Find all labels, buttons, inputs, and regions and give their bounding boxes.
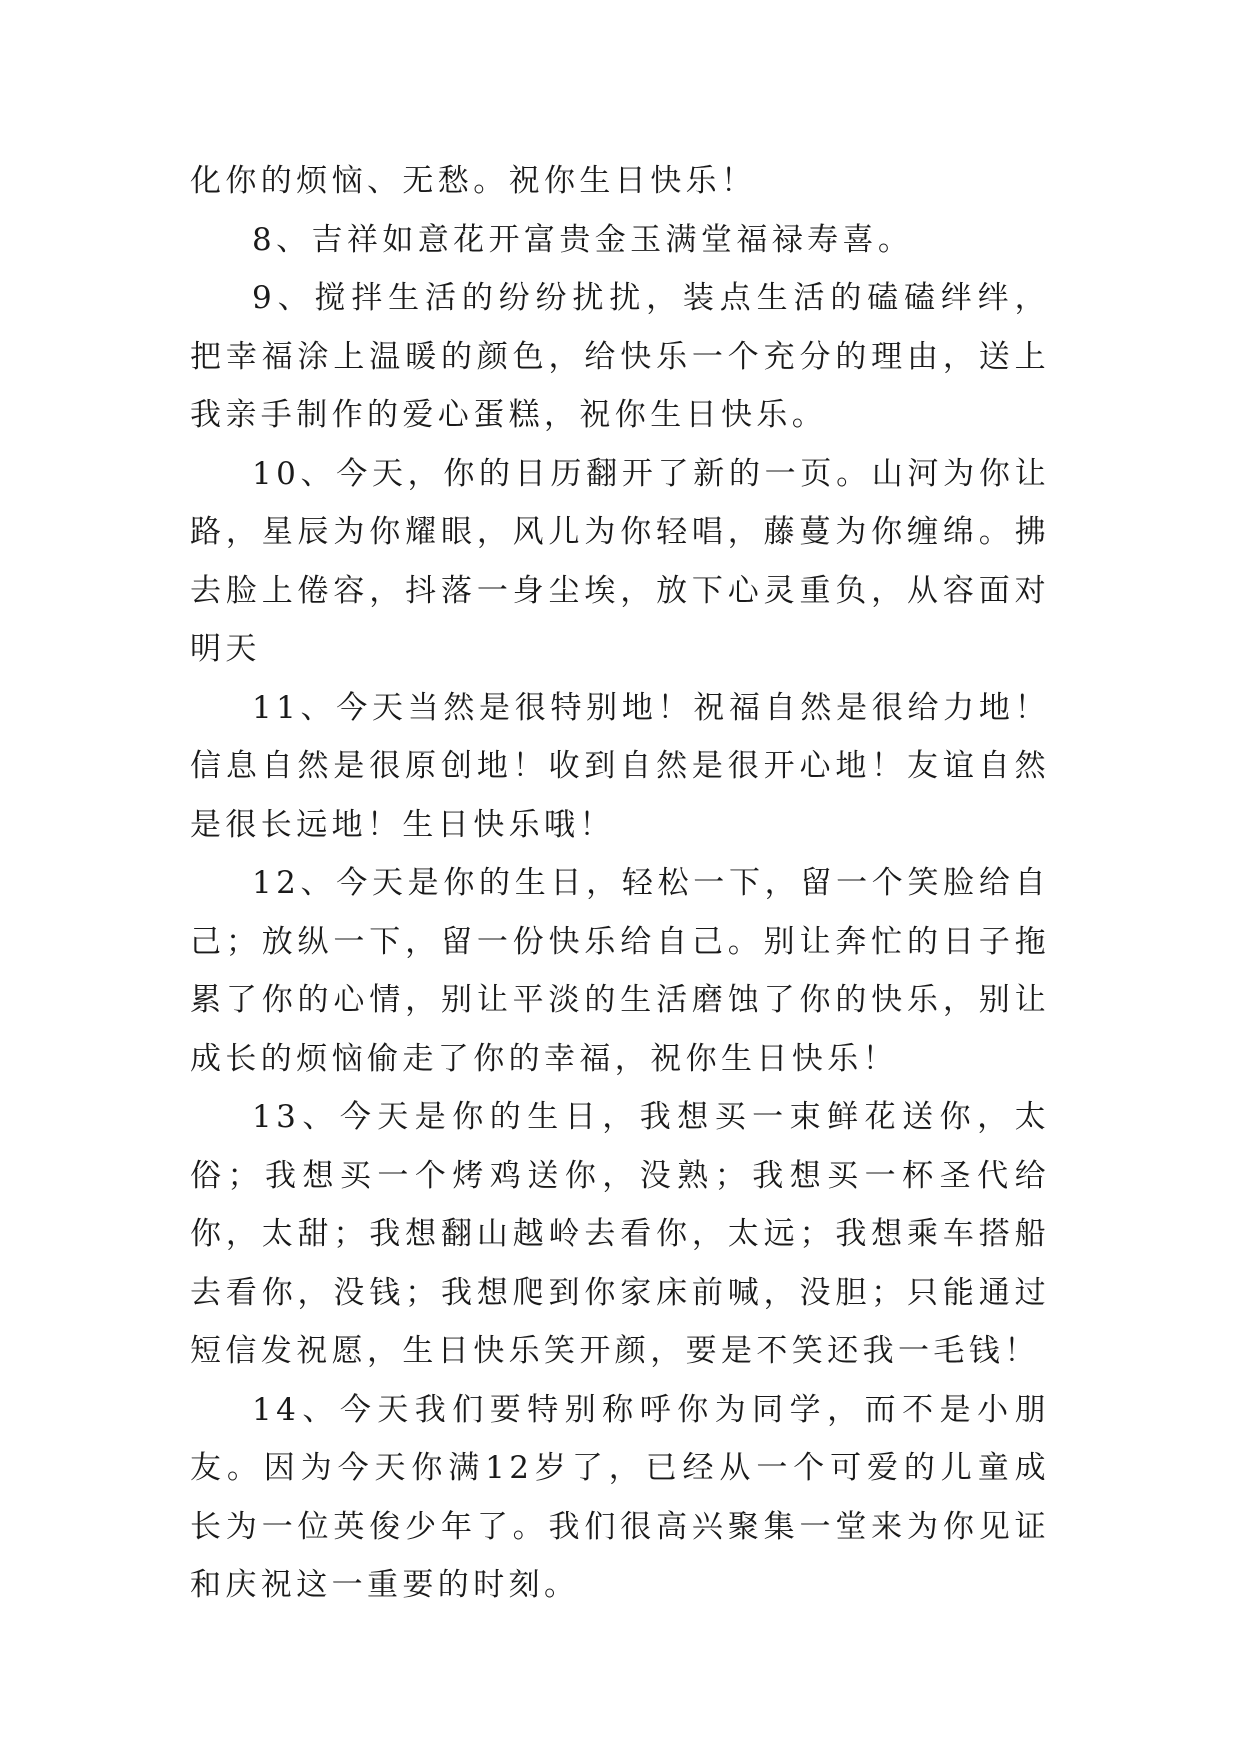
paragraph-continuation: 化你的烦恼、无愁。祝你生日快乐！ — [190, 163, 757, 199]
document-body — [190, 152, 1050, 1615]
paragraph-item-11: 11、今天当然是很特别地！祝福自然是很给力地！信息自然是很原创地！收到自然是很开心地！友谊自然是很长远地！生日快乐哦！ — [190, 689, 1050, 843]
paragraph-item-13: 13、今天是你的生日，我想买一束鲜花送你，太俗；我想买一个烤鸡送你，没熟；我想买一杯圣代给你，太甜；我想翻山越岭去看你，太远；我想乘车搭船去看你，没钱；我想爬到你家床前喊，没胆；只能通过短信发祝愿，生日快乐笑开颜，要是不笑还我一毛钱！ — [190, 1099, 1050, 1369]
paragraph-item-12: 12、今天是你的生日，轻松一下，留一个笑脸给自己；放纵一下，留一份快乐给自己。别让奔忙的日子拖累了你的心情，别让平淡的生活磨蚀了你的快乐，别让成长的烦恼偷走了你的幸福，祝你生日快乐！ — [190, 865, 1050, 1077]
paragraph-item-10: 10、今天，你的日历翻开了新的一页。山河为你让路，星辰为你耀眼，风儿为你轻唱，藤蔓为你缠绵。拂去脸上倦容，抖落一身尘埃，放下心灵重负，从容面对明天 — [190, 455, 1050, 667]
paragraph-item-8: 8、吉祥如意花开富贵金玉满堂福禄寿喜。 — [252, 221, 914, 258]
paragraph-item-9: 9、搅拌生活的纷纷扰扰，装点生活的磕磕绊绊，把幸福涂上温暖的颜色，给快乐一个充分的理由，送上我亲手制作的爱心蛋糕，祝你生日快乐。 — [190, 280, 1050, 433]
paragraph-item-14: 14、今天我们要特别称呼你为同学，而不是小朋友。因为今天你满12岁了，已经从一个可爱的儿童成长为一位英俊少年了。我们很高兴聚集一堂来为你见证和庆祝这一重要的时刻。 — [190, 1391, 1050, 1603]
